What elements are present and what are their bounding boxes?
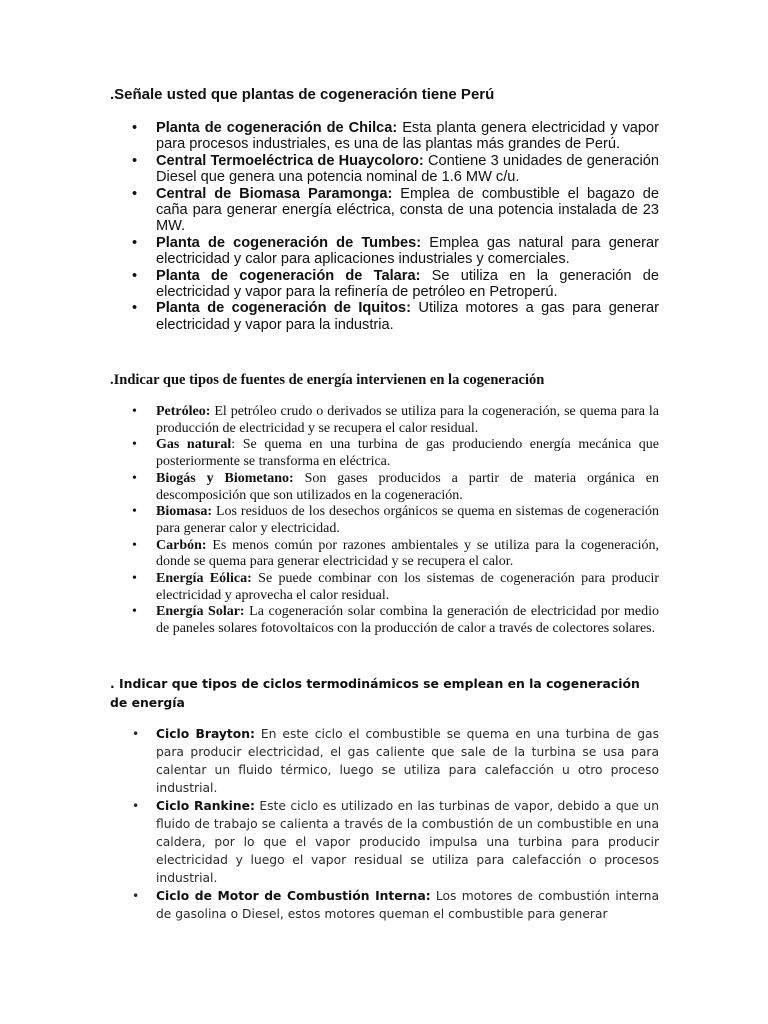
bullet-icon: • [132,799,140,813]
list-item: • Ciclo Brayton: En este ciclo el combustible se quema en una turbina de gas para producir electricidad, el gas caliente que sale de la turbina se usa para calentar un fluido térmico, luego se utiliza para calefacción u otro proceso industrial. [132,727,659,795]
list-item: • Planta de cogeneración de Chilca: Esta planta genera electricidad y vapor para procesos industriales, es una de las plantas más grandes de Perú. [132,120,659,153]
question-heading-energy-sources: .Indicar que tipos de fuentes de energía intervienen en la cogeneración [110,372,545,388]
list-item: • Central Termoeléctrica de Huaycoloro: Contiene 3 unidades de generación Diesel que genera una potencia nominal de 1.6 MW c/u. [132,152,659,186]
list-item: • Planta de cogeneración de Talara: Se utiliza en la generación de electricidad y vapor para la refinería de petróleo en Petroperú. [132,267,659,301]
list-item: • Planta de cogeneración de Iquitos: Utiliza motores a gas para generar electricidad y vapor para la industria. [132,300,659,333]
list-item: • Central de Biomasa Paramonga: Emplea de combustible el bagazo de caña para generar energía eléctrica, consta de una potencia instalada de 23 MW. [132,185,659,235]
list-item: • Energía Solar: La cogeneración solar combina la generación de electricidad por medio de paneles solares fotovoltaicos con la producción de calor a través de colectores solares. [132,604,659,637]
bullet-icon: • [132,889,140,903]
cogeneration-plants-list [132,120,659,333]
bullet-icon: • [132,185,138,202]
list-item: • Petróleo: El petróleo crudo o derivados se utiliza para la cogeneración, se quema para la producción de electricidad y se recupera el calor residual. [132,404,659,436]
question-heading-cogeneration-plants: .Señale usted que plantas de cogeneración tiene Perú [110,86,495,103]
list-item: • Ciclo de Motor de Combustión Interna: Los motores de combustión interna de gasolina o Diesel, estos motores queman el combustible para generar [132,889,659,921]
bullet-icon: • [132,537,137,553]
list-item: • Energía Eólica: Se puede combinar con los sistemas de cogeneración para producir electricidad y aprovecha el calor residual. [132,571,659,603]
thermodynamic-cycles-list [132,725,659,923]
bullet-icon: • [132,727,140,741]
bullet-icon: • [132,120,138,136]
energy-sources-list [132,404,660,638]
list-item: • Planta de cogeneración de Tumbes: Emplea gas natural para generar electricidad y calor para aplicaciones industriales y comerciales. [132,234,659,268]
bullet-icon: • [132,604,137,620]
list-item: • Biomasa: Los residuos de los desechos orgánicos se quema en sistemas de cogeneración para generar calor y electricidad. [132,504,659,536]
bullet-icon: • [132,504,137,520]
question-heading-thermodynamic-cycles: . Indicar que tipos de ciclos termodinámicos se emplean en la cogeneración de energía [110,676,640,710]
list-item: • Gas natural: Se quema en una turbina de gas produciendo energía mecánica que posteriormente se transforma en eléctrica. [132,437,659,470]
list-item: • Ciclo Rankine: Este ciclo es utilizado en las turbinas de vapor, debido a que un fluido de trabajo se calienta a través de la combustión de un combustible en una caldera, por lo que el vapor producido impulsa una turbina para producir electricidad y luego el vapor residual se utiliza para calefacción o procesos industrial. [132,799,659,885]
bullet-icon: • [132,267,138,284]
bullet-icon: • [132,300,138,317]
bullet-icon: • [132,152,138,169]
list-item: • Carbón: Es menos común por razones ambientales y se utiliza para la cogeneración, donde se quema para generar electricidad y se recupera el calor. [132,537,659,570]
bullet-icon: • [132,571,137,587]
list-item: • Biogás y Biometano: Son gases producidos a partir de materia orgánica en descomposición que son utilizados en la cogeneración. [132,470,660,503]
bullet-icon: • [132,437,137,453]
bullet-icon: • [132,470,137,486]
bullet-icon: • [132,234,138,251]
bullet-icon: • [132,404,137,419]
